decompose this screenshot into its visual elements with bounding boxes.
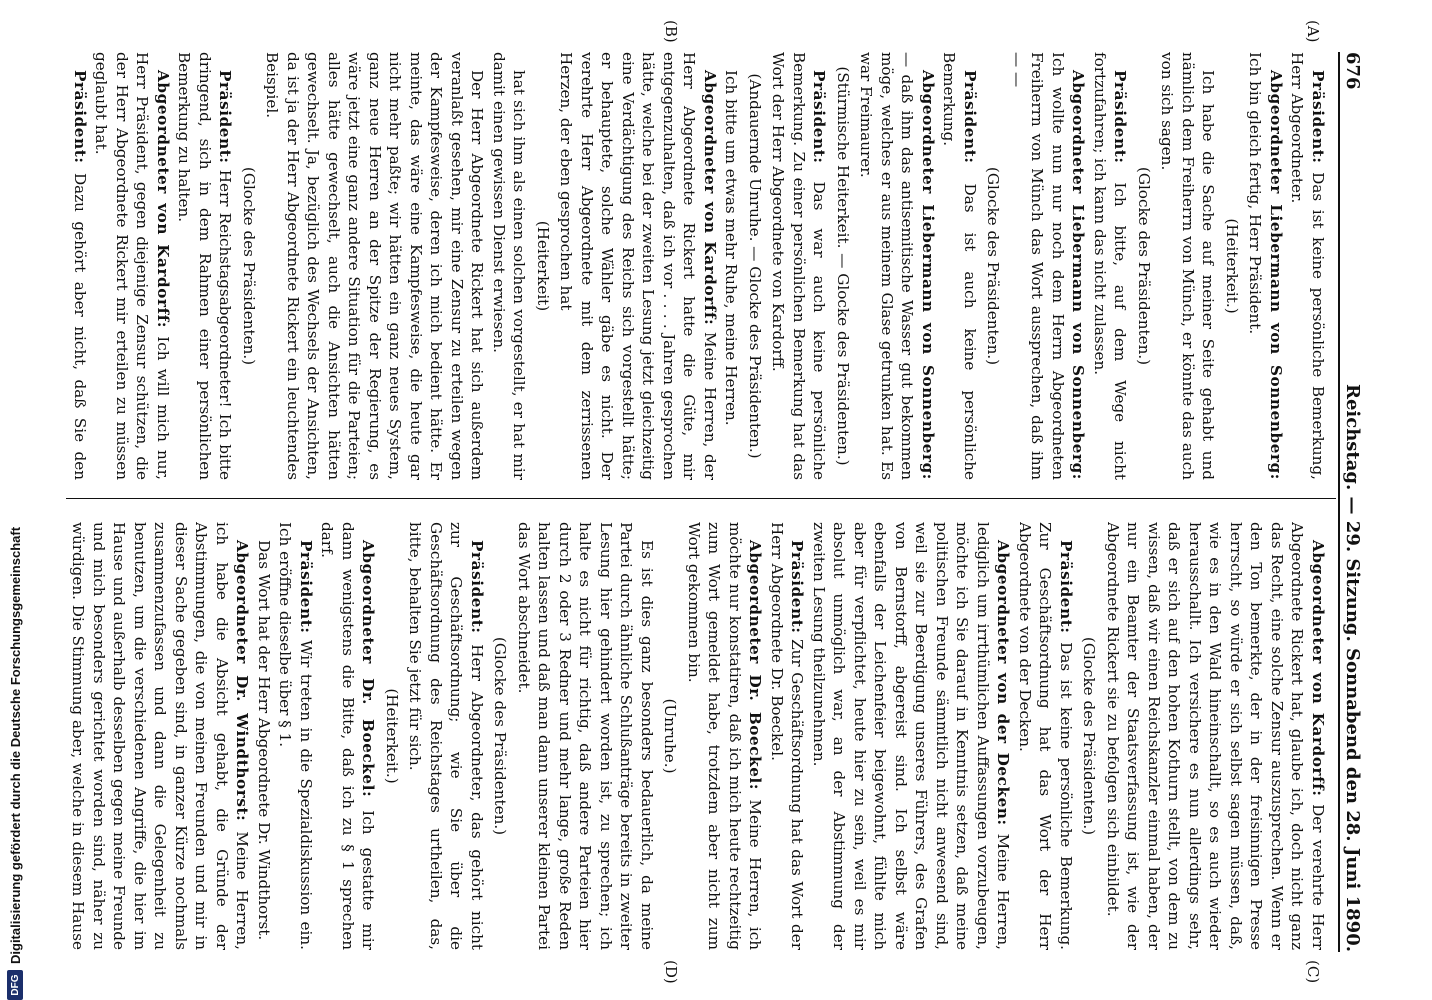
speech-text: Das war auch keine persönliche Bemerkung. Zu einer persönlichen Bemerkung hat das Wort der Herr Abgeordnete von Kardorff. — [769, 52, 829, 480]
speech-paragraph — [174, 52, 236, 480]
speech-text: Meine Herren, der Herr Abgeordnete Rickert hatte die Güte, mir entgegenzuhalten, daß ich vor . . . . Jahren gesprochen hätte, welche bei der zweiten Lesung jetzt gleichzeitig eine Verdächtigung des Reichs sich vorgestellt hätte; er behauptete, solche Wähler gäbe es nicht. Der verehrte Herr Abgeordnete mit dem zerrissenen Herzen, der eben gesprochen hat — [557, 52, 719, 480]
speech-paragraph — [1245, 52, 1286, 480]
speaker-name: Präsident: — [1309, 70, 1327, 164]
speaker-name: Abgeordneter Dr. Boeckel: — [746, 540, 765, 791]
speaker-name: Abgeordneter von Kardorff: — [154, 70, 172, 329]
speech-text: Ich bin gleich fertig, Herr Präsident. — [1246, 52, 1265, 335]
stage-direction: (Glocke des Präsidenten.) — [984, 166, 1003, 366]
speech-paragraph — [767, 522, 808, 950]
speech-paragraph — [939, 52, 980, 480]
speaker-name: Abgeordneter von Kardorff: — [1309, 540, 1327, 797]
speaker-name: Abgeordneter Dr. Windthorst: — [233, 540, 252, 822]
speech-paragraph — [1090, 52, 1131, 480]
stage-direction: (Glocke des Präsidenten.) — [491, 636, 510, 836]
stage-direction: (Andauernde Unruhe. — Glocke des Präsidenten.) — [746, 73, 764, 459]
speech-text: Ich bitte, auf dem Wege nicht fortzufahren; ich kann das nicht zulassen. — [1091, 52, 1130, 480]
digitization-credit: Digitalisierung gefördert durch die Deutsche Forschungsgemeinschaft — [7, 526, 23, 964]
speaker-name: Präsident: — [297, 540, 315, 634]
speaker-name: Abgeordneter Liebermann von Sonnenberg: — [1267, 70, 1285, 480]
speech-text: Ich habe die Sache auf meiner Seite gehabt und nämlich dem Freiherrn von Münch, er könnte das auch von sich sagen. — [1158, 52, 1218, 480]
speech-paragraph — [254, 522, 275, 950]
speech-text: Das ist auch keine persönliche Bemerkung. — [940, 52, 979, 480]
speech-paragraph — [514, 522, 658, 950]
speech-paragraph — [768, 52, 830, 480]
speech-paragraph — [1287, 52, 1328, 480]
speaker-name: Abgeordneter Liebermann von Sonnenberg: — [1069, 70, 1088, 480]
page-title: Reichstag. — 29. Sitzung. Sonnabend den 28. Juni 1890. — [1342, 384, 1363, 952]
speech-text: Ich wollte nun nur noch dem Herrn Abgeordneten Freiherrn von Münch das Wort aussprechen, daß ihm — — — [1008, 52, 1067, 480]
page-header — [1338, 52, 1378, 952]
margin-mark-d: (D) — [662, 960, 680, 984]
column-divider — [66, 498, 1336, 499]
stage-direction: (Heiterkeit.) — [1223, 218, 1241, 314]
speech-paragraph — [556, 52, 720, 480]
speech-paragraph — [405, 522, 487, 950]
speech-text: Herr Reichstagsabgeordneter! Ich bitte dringend, sich in dem Rahmen einer persönlichen Bemerkung zu halten. — [175, 52, 235, 480]
speech-paragraph — [1157, 52, 1219, 480]
speech-text: Herr Abgeordneter, das gehört nicht zur Geschäftsordnung; wie Sie über die Geschäftsordnung des Reichstages urtheilen, das, bitte, behalten Sie jetzt für sich. — [406, 522, 486, 950]
speech-text: Der verehrte Herr Abgeordnete Rickert hat, glaube ich, doch nicht ganz das Recht, eine solche Zensur auszusprechen. Wenn er den Ton bemerkte, der in der freisinnigen Presse herrscht, so würde er sich selbst sagen müssen, daß, wie es in den Wald hineinschallt, so es auch wieder herausschallt. Ich versichere es nun allerdings sehr, daß er sich auf den hohen Kothurn stellt, von dem zu wissen, daß wir einen Reichskanzler einmal haben, der nur ein Beamter der Staatsverfassung ist, wie der Abgeordnete Rickert sie zu befolgen sich einbildet. — [1104, 522, 1327, 950]
margin-mark-b: (B) — [662, 20, 680, 43]
speaker-name: Präsident: — [71, 70, 89, 164]
margin-mark-c: (C) — [1304, 960, 1322, 984]
speech-text: Ich bitte um etwas mehr Ruhe, meine Herren. — [722, 70, 741, 426]
speech-text: Meine Herren, ich habe die Absicht gehabt, die Gründe der Abstimmungen, die von meinen Freunden und mir in dieser Sache gegeben sind, in ganzer Kürze nochmals zusammenzufassen und dann die Gelegenheit zu benutzen, um die verschiedenen Angriffe, die hier im Hause und außerhalb desselben gegen meine Freunde und mich besonders gerichtet worden sind, näher zu würdigen. Die Stimmung aber, welche in diesem Hause — [69, 522, 252, 950]
speech-paragraph — [809, 522, 1014, 950]
stage-direction: (Glocke des Präsidenten.) — [1080, 636, 1099, 836]
stage-direction: (Stürmische Heiterkeit. — Glocke des Präsidenten.) — [834, 66, 852, 466]
speaker-name: Präsident: — [216, 70, 235, 164]
speaker-name: Präsident: — [1057, 540, 1075, 634]
left-text-column — [68, 52, 1328, 480]
speech-text: Ich will mich nur, Herr Präsident, gegen diejenige Zensur schützen, die der Herr Abgeordnete Rickert mir erteilen zu müssen geglaubt hat. — [92, 52, 172, 480]
speech-paragraph — [68, 52, 90, 480]
speech-text: Das ist keine persönliche Bemerkung, Herr Abgeordneter. — [1288, 52, 1327, 480]
speech-paragraph — [317, 522, 379, 950]
speaker-name: Abgeordneter Dr. Boeckel: — [359, 540, 378, 798]
page-number: 676 — [1342, 52, 1363, 90]
speaker-name: Abgeordneter von Kardorff: — [701, 70, 719, 326]
stage-direction: (Unruhe.) — [661, 698, 680, 774]
dfg-logo: DFG — [7, 970, 23, 1000]
speech-paragraph — [684, 522, 766, 950]
speech-paragraph — [1015, 522, 1077, 950]
speech-text: Meine Herren, ich möchte nur konstatiren, daß ich mich heute rechtzeitig zum Wort gemeldet habe, trotzdem aber nicht zum Wort gekommen bin. — [685, 522, 765, 950]
speech-text: Dazu gehört aber nicht, daß Sie den — [71, 172, 89, 480]
speaker-name: Abgeordneter von der Decken: — [994, 540, 1013, 826]
speaker-name: Präsident: — [961, 70, 979, 164]
speaker-name: Präsident: — [810, 70, 829, 164]
speech-text: Zur Geschäftsordnung hat das Wort der Herr Abgeordnete Dr. Boeckel. — [768, 522, 807, 950]
speech-text: Meine Herren, lediglich um irrthümlichen Auffassungen vorzubeugen, möchte ich Sie darauf in Kenntnis setzen, daß meine politischen Freunde sämmtlich nicht anwesend sind, weil sie zur Beerdigung unseres Führers, des Grafen von Bernstorff, abgereist sind. Ich selbst wäre ebenfalls der Leichenfeier beigewohnt, fühlte mich aber für verpflichtet, heute hier zu sein, weil es mir absolut unmöglich war, an der Abstimmung der zweiten Lesung theilzunehmen. — [810, 522, 1013, 950]
speech-text: hat sich ihm als einen solchen vorgestellt, er hat mir damit einen gewissen Dienst erwiesen. — [490, 52, 529, 480]
speech-paragraph — [275, 522, 316, 950]
right-text-column — [68, 522, 1328, 950]
speech-text: Das ist keine persönliche Bemerkung. Zur Geschäftsordnung hat das Wort der Herr Abgeordnete von der Decken. — [1016, 522, 1075, 950]
stage-direction: (Glocke des Präsidenten.) — [240, 166, 258, 366]
speech-paragraph — [91, 52, 173, 480]
speaker-name: Präsident: — [468, 540, 486, 634]
stage-direction: (Glocke des Präsidenten.) — [1135, 166, 1153, 366]
speech-text: Der Herr Abgeordnete Rickert hat sich außerdem veranlaßt gesehen, mir eine Zensur zu erteilen wegen der Kampfesweise, deren ich mich bedient hätte. Er meinte, das wäre eine Kampfesweise, die heute gar nicht mehr paßte; wir hätten ein ganz neues System, ganz neue Herren an der Spitze der Regierung, es wäre jetzt eine ganz andere Situation für die Parteien; alles hätte gewechselt, auch die Ansichten hätten gewechselt. Ja, bezüglich des Wechsels der Ansichten, da ist ja der Herr Abgeordnete Rickert ein leuchtendes Beispiel. — [263, 52, 487, 480]
speech-text: Das Wort hat der Herr Abgeordnete Dr. Windthorst. — [255, 540, 273, 941]
speaker-name: Präsident: — [1111, 70, 1130, 164]
digitization-footer — [2, 0, 28, 1000]
speech-text: Wir treten in die Spezialdiskussion ein. Ich eröffne dieselbe über § 1. — [276, 522, 315, 950]
speech-paragraph — [856, 52, 938, 480]
speaker-name: Präsident: — [788, 540, 807, 634]
stage-direction: (Heiterkeit.) — [383, 688, 401, 784]
stage-direction: (Heiterkeit) — [534, 220, 552, 312]
speech-paragraph — [262, 52, 488, 480]
speech-paragraph — [1007, 52, 1089, 480]
speech-paragraph — [721, 52, 742, 480]
speech-text: Es ist dies ganz besonders bedauerlich, da meine Partei durch ähnliche Schlußanträge bereits in zweiter Lesung hier gehindert worden ist, zu sprechen; ich halte es nicht für richtig, daß andere Parteien hier durch 2 oder 3 Redner und mehr lange, große Reden halten lassen und daß man dann unserer kleinen Partei das Wort abschneidet. — [515, 522, 656, 950]
speech-paragraph — [489, 52, 530, 480]
speech-paragraph — [1103, 522, 1329, 950]
speech-paragraph — [68, 522, 253, 950]
margin-mark-a: (A) — [1304, 20, 1322, 43]
speaker-name: Abgeordneter Liebermann von Sonnenberg: — [919, 70, 937, 480]
speech-text: Ich gestatte mir dann wenigstens die Bitte, daß ich zu § 1 sprechen darf. — [318, 522, 378, 950]
speech-text: — daß ihm das antisemitische Wasser gut bekommen möge, welches er aus meinem Glase getrunken hat. Es war Freimaurer. — [857, 52, 917, 480]
